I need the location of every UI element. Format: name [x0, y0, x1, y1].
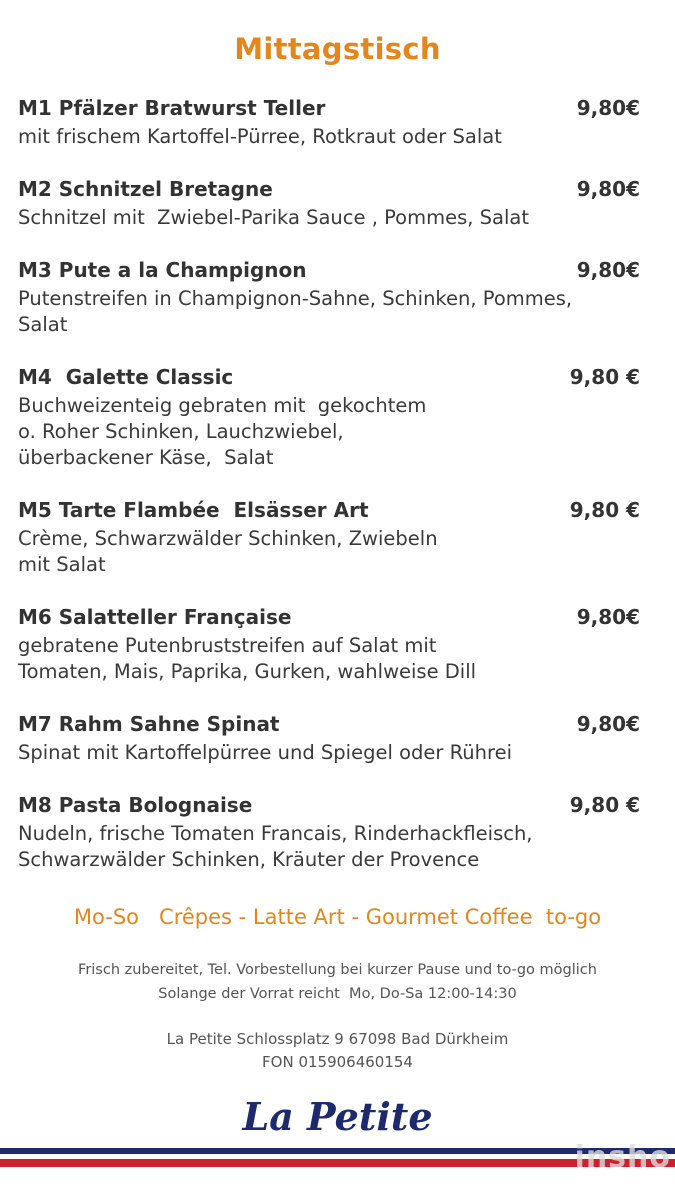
menu-item-header: [18, 258, 640, 286]
phone-line: FON 015906460154: [262, 1053, 413, 1071]
menu-item-description: mit Salat: [18, 553, 106, 576]
menu-item-price: 9,80€: [576, 258, 640, 282]
menu-item-name: M5 Tarte Flambée Elsässer Art: [18, 498, 369, 522]
menu-item-description: gebratene Putenbruststreifen auf Salat mit: [18, 634, 437, 657]
menu-item-description: Crème, Schwarzwälder Schinken, Zwiebeln: [18, 527, 438, 550]
menu-item-description: Salat: [18, 313, 68, 336]
menu-item-header: [18, 365, 640, 393]
menu-item-price: 9,80 €: [569, 498, 640, 522]
menu-item-price: 9,80 €: [569, 793, 640, 817]
menu-item-name: M6 Salatteller Française: [18, 605, 292, 629]
info-note: [0, 958, 675, 1006]
menu-item-header: [18, 498, 640, 526]
menu-item-name: M4 Galette Classic: [18, 365, 234, 389]
menu-item-name: M3 Pute a la Champignon: [18, 258, 307, 282]
info-line: Solange der Vorrat reicht Mo, Do-Sa 12:00-14:30: [158, 986, 517, 1002]
menu-item-name: M7 Rahm Sahne Spinat: [18, 712, 280, 736]
menu-item-price: 9,80€: [576, 177, 640, 201]
menu-item-description: überbackener Käse, Salat: [18, 446, 274, 469]
menu-item-header: [18, 96, 640, 124]
menu-item: [18, 605, 640, 685]
menu-item-description: Buchweizenteig gebraten mit gekochtem: [18, 394, 427, 417]
menu-item-price: 9,80€: [576, 96, 640, 120]
menu-item-name: M8 Pasta Bolognaise: [18, 793, 253, 817]
menu-item-description: Spinat mit Kartoffelpürree und Spiegel oder Rührei: [18, 741, 512, 764]
address-line: La Petite Schlossplatz 9 67098 Bad Dürkheim: [166, 1030, 509, 1048]
menu-item-header: [18, 712, 640, 740]
menu-item-name: M2 Schnitzel Bretagne: [18, 177, 273, 201]
info-line: Frisch zubereitet, Tel. Vorbestellung bei kurzer Pause und to-go möglich: [78, 962, 597, 978]
menu-item-description: mit frischem Kartoffel-Pürree, Rotkraut oder Salat: [18, 125, 502, 148]
promo-text: Mo-So Crêpes - Latte Art - Gourmet Coffee to-go: [73, 905, 602, 929]
menu-item: [18, 96, 640, 150]
menu-item-description: Nudeln, frische Tomaten Francais, Rinderhackfleisch,: [18, 822, 533, 845]
menu-item-price: 9,80 €: [569, 365, 640, 389]
menu-item-header: [18, 793, 640, 821]
menu-item-price: 9,80€: [576, 605, 640, 629]
menu-item-header: [18, 605, 640, 633]
menu-item-description: Tomaten, Mais, Paprika, Gurken, wahlweise Dill: [18, 660, 477, 683]
menu-item-name: M1 Pfälzer Bratwurst Teller: [18, 96, 326, 120]
menu-item-description: Schnitzel mit Zwiebel-Parika Sauce , Pommes, Salat: [18, 206, 529, 229]
menu-item: [18, 712, 640, 766]
menu-item-header: [18, 177, 640, 205]
menu-item-description: Schwarzwälder Schinken, Kräuter der Provence: [18, 848, 480, 871]
menu-item: [18, 258, 640, 338]
watermark: insho: [574, 1140, 671, 1175]
menu-item: [18, 177, 640, 231]
menu-item-description: o. Roher Schinken, Lauchzwiebel,: [18, 420, 344, 443]
menu-item: [18, 365, 640, 471]
menu-item-description: Putenstreifen in Champignon-Sahne, Schinken, Pommes,: [18, 287, 573, 310]
menu-title: Mittagstisch: [234, 32, 441, 66]
address-block: [0, 1028, 675, 1074]
brand-logo: La Petite: [242, 1094, 433, 1139]
menu-list: [18, 96, 640, 900]
menu-item-price: 9,80€: [576, 712, 640, 736]
menu-item: [18, 498, 640, 578]
menu-item: [18, 793, 640, 873]
